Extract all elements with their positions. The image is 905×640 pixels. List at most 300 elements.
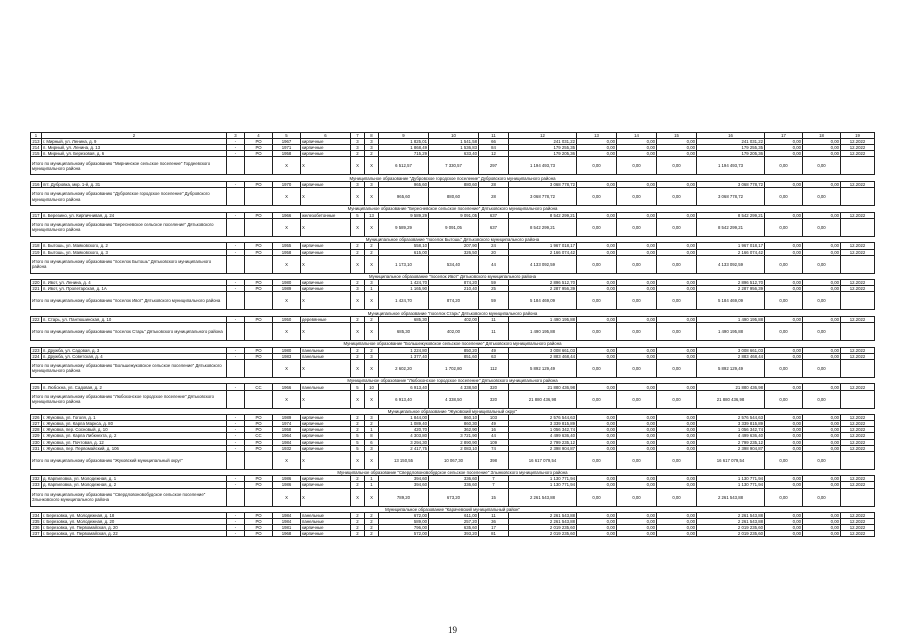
table-cell: 0,00 (803, 525, 841, 531)
table-cell: 0,00 (617, 218, 657, 236)
table-cell: 2 (365, 243, 379, 249)
table-cell: 1 130 771,94 (509, 482, 577, 488)
table-cell: 229 (32, 433, 40, 439)
table-cell: - (227, 476, 245, 482)
table-cell: 0,00 (577, 519, 617, 525)
table-cell: РО (245, 145, 273, 151)
table-cell: 0,00 (617, 212, 657, 218)
total-row (31, 218, 875, 236)
table-cell: 2 (365, 347, 379, 353)
total-row (31, 488, 875, 506)
table-cell: 0,00 (577, 286, 617, 292)
table-cell: X (351, 390, 365, 408)
table-cell: 237 (32, 531, 40, 537)
table-cell: 3 339 815,89 (509, 421, 577, 427)
table-cell: 13 150,55 (379, 451, 429, 469)
table-cell: 1 056 342,74 (697, 427, 765, 433)
table-cell: 1984 (273, 439, 301, 445)
table-cell: 0,00 (657, 280, 697, 286)
table-cell: 1932 (273, 445, 301, 451)
section-row (31, 273, 875, 280)
total-row (31, 323, 875, 341)
table-cell: 6 913,40 (379, 390, 429, 408)
total-label: Итого по муниципальному образованию "Любохонское городское поселение" Дятьковского муниципального района (31, 390, 227, 408)
table-cell: 74 (479, 445, 509, 451)
table-cell: 12.2022 (841, 151, 875, 157)
table-cell: 0,00 (803, 157, 841, 175)
table-cell: 1958 (273, 427, 301, 433)
table-row (31, 531, 875, 537)
table-cell (245, 255, 273, 273)
table-cell: 231 (32, 445, 40, 451)
table-cell: 572,00 (379, 531, 429, 537)
table-cell: X (301, 359, 351, 377)
table-cell: 241 031,22 (509, 139, 577, 145)
table-cell: 4 499 636,40 (697, 433, 765, 439)
table-cell: 0,00 (617, 384, 657, 390)
table-cell: панельные (301, 519, 351, 525)
table-cell: 0,00 (765, 218, 803, 236)
table-cell: 12.2022 (841, 347, 875, 353)
table-cell: 0,00 (617, 439, 657, 445)
table-cell: 2 398 904,87 (509, 445, 577, 451)
column-number-header: 7 (351, 133, 365, 139)
table-cell: 398 (479, 451, 509, 469)
table-cell: г. Березовка, ул. Первомайская, д. 22 (42, 531, 227, 537)
table-cell: РО (245, 182, 273, 188)
table-cell: 3 339 815,89 (697, 421, 765, 427)
table-cell: 0,00 (577, 433, 617, 439)
table-cell: 3 (351, 182, 365, 188)
table-cell: 0,00 (657, 531, 697, 537)
table-cell: 0,00 (577, 151, 617, 157)
table-cell (227, 157, 245, 175)
table-cell: 0,00 (577, 415, 617, 421)
table-cell: 3 068 778,72 (509, 182, 577, 188)
section-title: Муниципальное образование "Любохонское городское поселение" Дятьковского муниципального района (31, 377, 875, 384)
table-cell: 17 (479, 525, 509, 531)
table-cell: X (351, 451, 365, 469)
table-cell: 1970 (273, 182, 301, 188)
table-cell: 2 261 543,88 (509, 519, 577, 525)
section-row (31, 206, 875, 213)
table-cell: 0,00 (765, 415, 803, 421)
table-cell: железобетонные (301, 212, 351, 218)
table-cell: - (227, 415, 245, 421)
table-cell: 0,00 (765, 427, 803, 433)
table-cell: 1 424,70 (379, 292, 429, 310)
table-cell: 850,20 (429, 347, 479, 353)
table-cell: - (227, 482, 245, 488)
table-cell: 685,30 (379, 317, 429, 323)
table-cell: 28 (479, 188, 509, 206)
table-cell: 0,00 (577, 531, 617, 537)
table-cell: 0,00 (617, 359, 657, 377)
table-cell: - (227, 249, 245, 255)
section-row (31, 175, 875, 182)
table-cell: деревянные (301, 317, 351, 323)
section-title: Муниципальное образование "Бересневское сельское поселение" Дятьковского муниципального района (31, 206, 875, 213)
table-cell: 0,00 (657, 421, 697, 427)
table-cell: 0,00 (765, 359, 803, 377)
table-cell (227, 255, 245, 273)
table-cell: кирпичные (301, 280, 351, 286)
table-cell: РО (245, 439, 273, 445)
table-cell (227, 488, 245, 506)
table-cell: 2 261 543,88 (509, 488, 577, 506)
table-cell: 637 (479, 218, 509, 236)
column-number-header: 2 (42, 133, 227, 139)
table-cell: 320 (479, 390, 509, 408)
table-cell: 0,00 (657, 249, 697, 255)
table-cell: 2 (365, 513, 379, 519)
table-cell: 0,00 (617, 249, 657, 255)
table-cell: 21 880 436,98 (697, 390, 765, 408)
table-cell: 0,00 (577, 212, 617, 218)
table-cell: 0,00 (803, 482, 841, 488)
table-cell: 615,00 (379, 249, 429, 255)
table-cell: 0,00 (577, 347, 617, 353)
table-cell: РО (245, 513, 273, 519)
table-cell: X (351, 292, 365, 310)
table-cell: 2 (351, 243, 365, 249)
table-cell: 0,00 (765, 212, 803, 218)
table-cell: 11 (479, 513, 509, 519)
table-cell: 2 (351, 531, 365, 537)
table-cell: 0,00 (657, 182, 697, 188)
table-cell: 217 (32, 212, 40, 218)
table-cell: 0,00 (803, 280, 841, 286)
table-cell: п. Березино, ул. Кирпичнивая, д. 24 (42, 212, 227, 218)
table-cell: - (227, 513, 245, 519)
table-cell: 12.2022 (841, 280, 875, 286)
table-cell: 1 089,40 (379, 421, 429, 427)
table-cell: 0,00 (657, 359, 697, 377)
table-cell: 0,00 (803, 292, 841, 310)
table-cell: 2 (351, 415, 365, 421)
table-cell: 0,00 (657, 151, 697, 157)
table-cell: X (273, 218, 301, 236)
column-number-header: 16 (697, 133, 765, 139)
table-cell: 12.2022 (841, 476, 875, 482)
table-cell: 3 721,90 (429, 433, 479, 439)
table-cell: 63 (479, 353, 509, 359)
table-cell: РО (245, 525, 273, 531)
table-cell (841, 451, 875, 469)
table-cell: 1 868,49 (379, 145, 429, 151)
table-cell: 534,40 (429, 255, 479, 273)
table-cell: 1 967 018,17 (697, 243, 765, 249)
table-cell: 0,00 (577, 445, 617, 451)
column-number-header: 1 (31, 133, 42, 139)
table-cell: 12 (479, 151, 509, 157)
table-cell: кирпичные (301, 531, 351, 537)
table-cell: РО (245, 249, 273, 255)
table-cell: 215 (32, 151, 40, 157)
table-cell: X (365, 218, 379, 236)
table-cell: 221 (32, 286, 40, 292)
table-cell: 0,00 (657, 482, 697, 488)
table-cell: 589,00 (379, 519, 429, 525)
table-cell: 21 880 436,98 (697, 384, 765, 390)
table-cell: 880,60 (429, 182, 479, 188)
table-cell: 0,00 (657, 451, 697, 469)
table-cell: 0,00 (577, 157, 617, 175)
table-cell: 12.2022 (841, 433, 875, 439)
table-cell: 0,00 (577, 249, 617, 255)
table-cell: панельные (301, 513, 351, 519)
table-cell: 0,00 (577, 439, 617, 445)
table-cell: 0,00 (657, 157, 697, 175)
table-cell: панельные (301, 353, 351, 359)
table-cell: - (227, 243, 245, 249)
table-cell: 0,00 (577, 384, 617, 390)
table-cell: 24 (479, 243, 509, 249)
table-cell: кирпичные (301, 421, 351, 427)
table-cell: 49 (479, 347, 509, 353)
table-cell: 0,00 (657, 218, 697, 236)
table-cell: 0,00 (577, 451, 617, 469)
section-row (31, 408, 875, 415)
table-cell: 2 (365, 421, 379, 427)
table-cell: 1 490 195,88 (509, 317, 577, 323)
table-cell: панельные (301, 384, 351, 390)
table-cell: 0,00 (657, 384, 697, 390)
table-cell: 4 133 092,59 (509, 255, 577, 273)
column-number-header: 4 (245, 133, 273, 139)
table-cell: 880,60 (429, 188, 479, 206)
table-cell (227, 359, 245, 377)
table-cell: 0,00 (657, 243, 697, 249)
table-cell: 0,00 (765, 513, 803, 519)
table-cell: 297 (479, 157, 509, 175)
table-cell: 0,00 (803, 519, 841, 525)
table-cell: 0,00 (657, 145, 697, 151)
table-cell: 0,00 (577, 218, 617, 236)
table-cell: РО (245, 415, 273, 421)
table-cell: - (227, 317, 245, 323)
table-cell: 0,00 (577, 427, 617, 433)
table-cell: 5 (351, 212, 365, 218)
total-label: Итого по муниципальному образованию "поселок Ивот" Дятьковского муниципального района (31, 292, 227, 310)
total-label: Итого по муниципальному образованию "Большежуковское сельское поселение" Дятьковского муниципального района (31, 359, 227, 377)
table-cell: 207,90 (429, 243, 479, 249)
table-cell: 874,20 (429, 280, 479, 286)
table-cell: кирпичные (301, 139, 351, 145)
table-cell: 0,00 (657, 513, 697, 519)
table-cell (227, 390, 245, 408)
table-cell: 0,00 (657, 212, 697, 218)
table-cell: 0,00 (617, 243, 657, 249)
table-cell: 0,00 (617, 519, 657, 525)
table-cell: кирпичные (301, 243, 351, 249)
table-cell: 0,00 (803, 286, 841, 292)
table-cell: 0,00 (617, 531, 657, 537)
table-cell: 1971 (273, 145, 301, 151)
table-cell: 1983 (273, 353, 301, 359)
table-cell: 0,00 (765, 280, 803, 286)
table-cell: 0,00 (765, 384, 803, 390)
column-number-header: 10 (429, 133, 479, 139)
table-cell: 16 617 079,54 (509, 451, 577, 469)
section-title: Муниципальное образование "поселок Бытошь" Дятьковского муниципального района (31, 236, 875, 243)
table-cell: 336,60 (429, 482, 479, 488)
table-cell: 84 (479, 145, 509, 151)
table-cell (227, 292, 245, 310)
table-cell: г. Жуковка, ул. Карла Либкнехта, д. 2 (42, 433, 227, 439)
table-cell: 0,00 (657, 317, 697, 323)
table-cell: 0,00 (765, 182, 803, 188)
table-cell: X (273, 488, 301, 506)
table-cell: 0,00 (617, 323, 657, 341)
table-cell: 2 (351, 482, 365, 488)
table-cell (227, 323, 245, 341)
table-cell: 0,00 (657, 525, 697, 531)
table-cell: 1950 (273, 317, 301, 323)
table-cell: 3 (365, 445, 379, 451)
table-cell: 103 (479, 415, 509, 421)
section-row (31, 506, 875, 513)
table-cell: г. Березовка, ул. Молодежная, д. 20 (42, 519, 227, 525)
table-cell (841, 488, 875, 506)
table-cell: 6 512,57 (379, 157, 429, 175)
table-cell: 112 (479, 359, 509, 377)
table-cell: 2 (365, 525, 379, 531)
table-cell (245, 323, 273, 341)
table-cell: 672,00 (379, 513, 429, 519)
table-cell: 0,00 (617, 445, 657, 451)
table-cell: 3 008 661,03 (509, 347, 577, 353)
table-cell: п. Бытошь, ул. Маяковского, д. 3 (42, 249, 227, 255)
table-cell: 558,10 (379, 243, 429, 249)
section-title: Муниципальное образование "Дубровское городское поселение" Дубровского муниципального района (31, 175, 875, 182)
table-cell: 2 (365, 519, 379, 525)
table-cell: 12.2022 (841, 182, 875, 188)
table-cell: 637 (479, 212, 509, 218)
table-cell: 12.2022 (841, 439, 875, 445)
table-cell: 228 (32, 427, 40, 433)
table-cell: 1 130 771,94 (697, 482, 765, 488)
table-cell: - (227, 151, 245, 157)
table-cell: 3 (365, 415, 379, 421)
table-cell: 12.2022 (841, 384, 875, 390)
table-cell: 0,00 (765, 255, 803, 273)
table-cell: 3 008 661,03 (697, 347, 765, 353)
column-number-header: 19 (841, 133, 875, 139)
table-cell: 789,20 (379, 488, 429, 506)
table-cell: 2 166 074,42 (509, 249, 577, 255)
table-cell: 179 205,36 (697, 151, 765, 157)
table-cell: г. Березовка, ул. Первомайская, д. 20 (42, 525, 227, 531)
table-cell: 1 541,58 (429, 139, 479, 145)
table-cell: г. Жуковка, ул. Карла Маркса, д. 80 (42, 421, 227, 427)
table-cell: 0,00 (803, 445, 841, 451)
table-cell: п. Любохна, ул. Садовая, д. 2 (42, 384, 227, 390)
total-row (31, 188, 875, 206)
table-cell: 0,00 (765, 433, 803, 439)
table-cell: 1 424,70 (379, 280, 429, 286)
table-cell: 2 019 235,60 (697, 531, 765, 537)
table-cell: 49 (479, 421, 509, 427)
table-cell: 12.2022 (841, 243, 875, 249)
table-cell: 1968 (273, 531, 301, 537)
table-cell: 1984 (273, 519, 301, 525)
table-cell: 0,00 (617, 286, 657, 292)
table-cell: 232 (32, 476, 40, 482)
column-number-header: 12 (509, 133, 577, 139)
section-title: Муниципальное образование "Жуковский муниципальный округ" (31, 408, 875, 415)
table-cell: 7 (479, 476, 509, 482)
table-cell: 2 261 543,88 (697, 513, 765, 519)
column-number-header: 17 (765, 133, 803, 139)
section-row (31, 341, 875, 348)
table-cell: 36 (479, 519, 509, 525)
table-cell: 0,00 (765, 445, 803, 451)
total-row (31, 255, 875, 273)
total-label: Итого по муниципальному образованию "Бересневское сельское поселение" Дятьковского муниципального района (31, 218, 227, 236)
table-cell: 5 (351, 384, 365, 390)
table-cell (245, 157, 273, 175)
table-cell: 216 (32, 182, 40, 188)
section-row (31, 236, 875, 243)
table-cell: 5 184 469,09 (697, 292, 765, 310)
table-cell: 179 255,35 (509, 145, 577, 151)
table-cell: 0,00 (765, 476, 803, 482)
table-cell: X (351, 255, 365, 273)
table-cell: 5 184 469,09 (509, 292, 577, 310)
table-cell: 59 (479, 292, 509, 310)
total-row (31, 451, 875, 469)
table-cell: 9 091,05 (429, 212, 479, 218)
table-cell: 219 (32, 249, 40, 255)
table-cell: 0,00 (657, 415, 697, 421)
table-cell: 0,00 (577, 476, 617, 482)
table-cell: 0,00 (765, 488, 803, 506)
table-cell: 1 130 771,94 (697, 476, 765, 482)
table-cell: 0,00 (577, 353, 617, 359)
table-cell: 0,00 (803, 390, 841, 408)
table-cell: 0,00 (657, 439, 697, 445)
table-cell: 0,00 (617, 427, 657, 433)
table-cell: д. Карпиловка, ул. Молодежная, д. 2 (42, 482, 227, 488)
table-cell: 5 (351, 439, 365, 445)
table-cell: 2 (351, 427, 365, 433)
table-cell: X (365, 323, 379, 341)
table-cell: 860,30 (429, 421, 479, 427)
table-cell: - (227, 384, 245, 390)
table-cell: 8 542 299,21 (697, 218, 765, 236)
table-cell: X (301, 323, 351, 341)
table-cell: 59 (479, 280, 509, 286)
total-label: Итого по муниципальному образованию "поселок Старь" Дятьковского муниципального района (31, 323, 227, 341)
table-cell: 0,00 (765, 243, 803, 249)
table-cell: 0,00 (803, 323, 841, 341)
table-cell: 0,00 (803, 249, 841, 255)
table-cell: 2 261 543,88 (697, 519, 765, 525)
table-cell: 220 (32, 280, 40, 286)
table-cell: 1955 (273, 243, 301, 249)
table-cell: - (227, 433, 245, 439)
table-cell: 1974 (273, 421, 301, 427)
table-cell: 0,00 (765, 249, 803, 255)
table-cell (841, 323, 875, 341)
table-cell: 0,00 (803, 317, 841, 323)
table-cell: 0,00 (617, 280, 657, 286)
table-cell: 3 294,30 (379, 439, 429, 445)
total-row (31, 359, 875, 377)
column-number-header: 8 (365, 133, 379, 139)
table-cell: 21 880 436,98 (509, 390, 577, 408)
